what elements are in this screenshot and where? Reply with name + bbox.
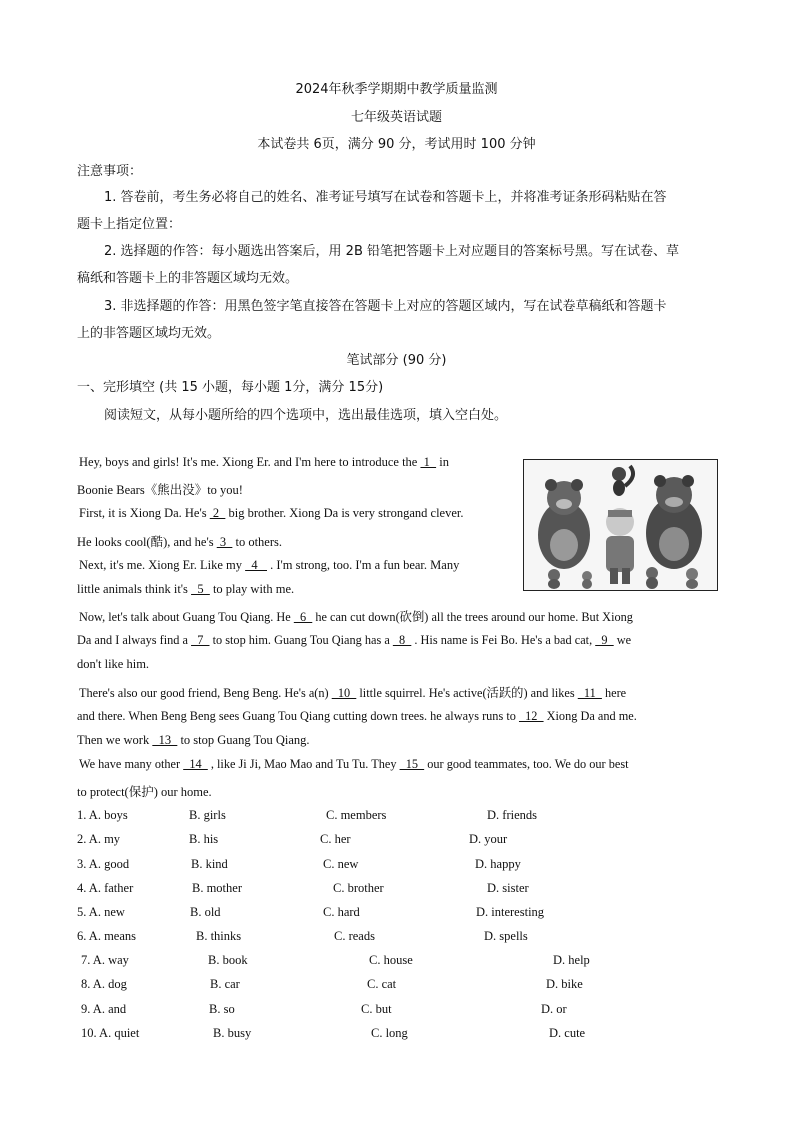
passage-text: Xiong Da and me. (543, 709, 637, 723)
passage-line (79, 558, 459, 573)
exam-title: 2024年秋季学期期中教学质量监测 (295, 82, 498, 97)
blank-15: 15 (399, 757, 425, 771)
boonie-bears-illustration (523, 459, 718, 591)
blank-10: 10 (331, 686, 357, 700)
option-c: C. house (369, 953, 413, 967)
passage-line (77, 582, 294, 597)
passage-line (79, 506, 464, 521)
blank-6: 6 (293, 610, 313, 624)
option-d: D. or (541, 1002, 567, 1016)
option-b: B. old (190, 905, 221, 919)
option-b: B. book (208, 953, 248, 967)
notice-line: 题卡上指定位置： (77, 217, 182, 232)
option-c: C. cat (367, 977, 397, 991)
passage-text: Then we work (77, 733, 153, 747)
option-c: C. hard (323, 905, 360, 919)
option-d: D. your (469, 832, 508, 846)
blank-4: 4 (245, 558, 267, 572)
passage-text: our good teammates, too. We do our best (424, 757, 629, 771)
option-c: C. but (361, 1002, 392, 1016)
option-a: 7. A. way (81, 953, 129, 967)
option-d: D. help (553, 953, 590, 967)
passage-text: he can cut down(砍倒) all the trees around our home. But Xiong (312, 610, 633, 624)
exam-info: 本试卷共 6页，满分 90 分，考试用时 100 分钟 (257, 137, 536, 152)
passage-line (77, 733, 310, 748)
option-a: 3. A. good (77, 857, 130, 871)
option-b: B. thinks (196, 929, 242, 943)
blank-14: 14 (183, 757, 208, 771)
passage-line (77, 633, 631, 648)
passage-text: There's also our good friend, Beng Beng. He's a(n) (79, 686, 332, 700)
passage-text: to stop him. Guang Tou Qiang has a (209, 633, 393, 647)
notice-line: 上的非答题区域均无效。 (77, 326, 221, 341)
notice-line: 2. 选择题的作答：每小题选出答案后，用 2B 铅笔把答题卡上对应题目的答案标号黑。写在试卷、草 (104, 244, 679, 259)
passage-text: . I'm strong, too. I'm a fun bear. Many (267, 558, 460, 572)
blank-7: 7 (191, 633, 210, 647)
option-a: 6. A. means (77, 929, 137, 943)
blank-12: 12 (518, 709, 544, 723)
passage-line (77, 532, 282, 550)
option-d: D. friends (487, 808, 537, 822)
blank-5: 5 (191, 582, 210, 596)
option-c: C. members (326, 808, 387, 822)
passage-text: little animals think it's (77, 582, 192, 596)
passage-text: Hey, boys and girls! It's me. Xiong Er. and I'm here to introduce the (79, 455, 421, 469)
option-b: B. so (209, 1002, 235, 1016)
passage-text: big brother. Xiong Da is very strongand clever. (225, 506, 464, 520)
notice-heading: 注意事项： (77, 164, 143, 179)
passage-line: to protect(保护) our home. (77, 785, 212, 799)
passage-text: we (613, 633, 632, 647)
option-c: C. long (371, 1026, 408, 1040)
passage-text: Now, let's talk about Guang Tou Qiang. He (79, 610, 294, 624)
passage-text: , like Ji Ji, Mao Mao and Tu Tu. They (207, 757, 400, 771)
passage-line: Boonie Bears《熊出没》to you! (77, 483, 243, 497)
option-a: 1. A. boys (77, 808, 128, 822)
option-b: B. kind (191, 857, 228, 871)
section-title: 笔试部分 (90 分) (346, 353, 447, 368)
passage-text: First, it is Xiong Da. He's (79, 506, 210, 520)
option-c: C. reads (334, 929, 375, 943)
passage-text: . His name is Fei Bo. He's a bad cat, (411, 633, 596, 647)
passage-line: don't like him. (77, 657, 150, 671)
passage-line (79, 683, 626, 701)
option-d: D. cute (549, 1026, 586, 1040)
option-b: B. car (210, 977, 240, 991)
passage-text: to others. (232, 535, 283, 549)
passage-text: here (601, 686, 627, 700)
passage-text: He looks cool(酷), and he's (77, 535, 217, 549)
part-instruction: 阅读短文，从每小题所给的四个选项中，选出最佳选项，填入空白处。 (104, 408, 508, 423)
notice-line: 1. 答卷前，考生务必将自己的姓名、准考证号填写在试卷和答题卡上，并将准考证条形码粘贴在答 (104, 190, 667, 205)
option-c: C. brother (333, 881, 384, 895)
part-title: 一、完形填空 (共 15 小题，每小题 1分，满分 15分) (77, 380, 384, 395)
passage-text: and there. When Beng Beng sees Guang Tou Qiang cutting down trees. he always runs to (77, 709, 519, 723)
passage-line (79, 757, 629, 772)
blank-2: 2 (209, 506, 226, 520)
option-b: B. mother (192, 881, 242, 895)
passage-line (77, 709, 637, 724)
passage-line (79, 455, 449, 470)
option-a: 10. A. quiet (81, 1026, 140, 1040)
option-d: D. happy (475, 857, 521, 871)
option-c: C. her (320, 832, 351, 846)
passage-text: to play with me. (209, 582, 295, 596)
option-b: B. his (189, 832, 219, 846)
option-d: D. interesting (476, 905, 545, 919)
passage-line (79, 607, 633, 625)
exam-subtitle: 七年级英语试题 (350, 110, 442, 125)
passage-text: little squirrel. He's active(活跃的) and likes (356, 686, 578, 700)
blank-11: 11 (577, 686, 602, 700)
blank-1: 1 (420, 455, 437, 469)
passage-text: Next, it's me. Xiong Er. Like my (79, 558, 246, 572)
option-d: D. bike (546, 977, 583, 991)
passage-text: to stop Guang Tou Qiang. (177, 733, 310, 747)
passage-text: in (436, 455, 449, 469)
blank-9: 9 (595, 633, 614, 647)
option-b: B. girls (189, 808, 226, 822)
passage-text: We have many other (79, 757, 184, 771)
option-d: D. spells (484, 929, 528, 943)
bears-icon (524, 460, 717, 590)
notice-line: 稿纸和答题卡上的非答题区域均无效。 (77, 271, 299, 286)
blank-8: 8 (392, 633, 412, 647)
notice-line: 3. 非选择题的作答：用黑色签字笔直接答在答题卡上对应的答题区域内，写在试卷草稿纸和答题卡 (104, 299, 667, 314)
blank-13: 13 (152, 733, 178, 747)
blank-3: 3 (216, 535, 233, 549)
option-d: D. sister (487, 881, 529, 895)
passage-text: Da and I always find a (77, 633, 192, 647)
option-a: 9. A. and (81, 1002, 127, 1016)
option-a: 4. A. father (77, 881, 134, 895)
option-a: 5. A. new (77, 905, 125, 919)
option-c: C. new (323, 857, 359, 871)
option-a: 8. A. dog (81, 977, 127, 991)
option-a: 2. A. my (77, 832, 121, 846)
option-b: B. busy (213, 1026, 252, 1040)
